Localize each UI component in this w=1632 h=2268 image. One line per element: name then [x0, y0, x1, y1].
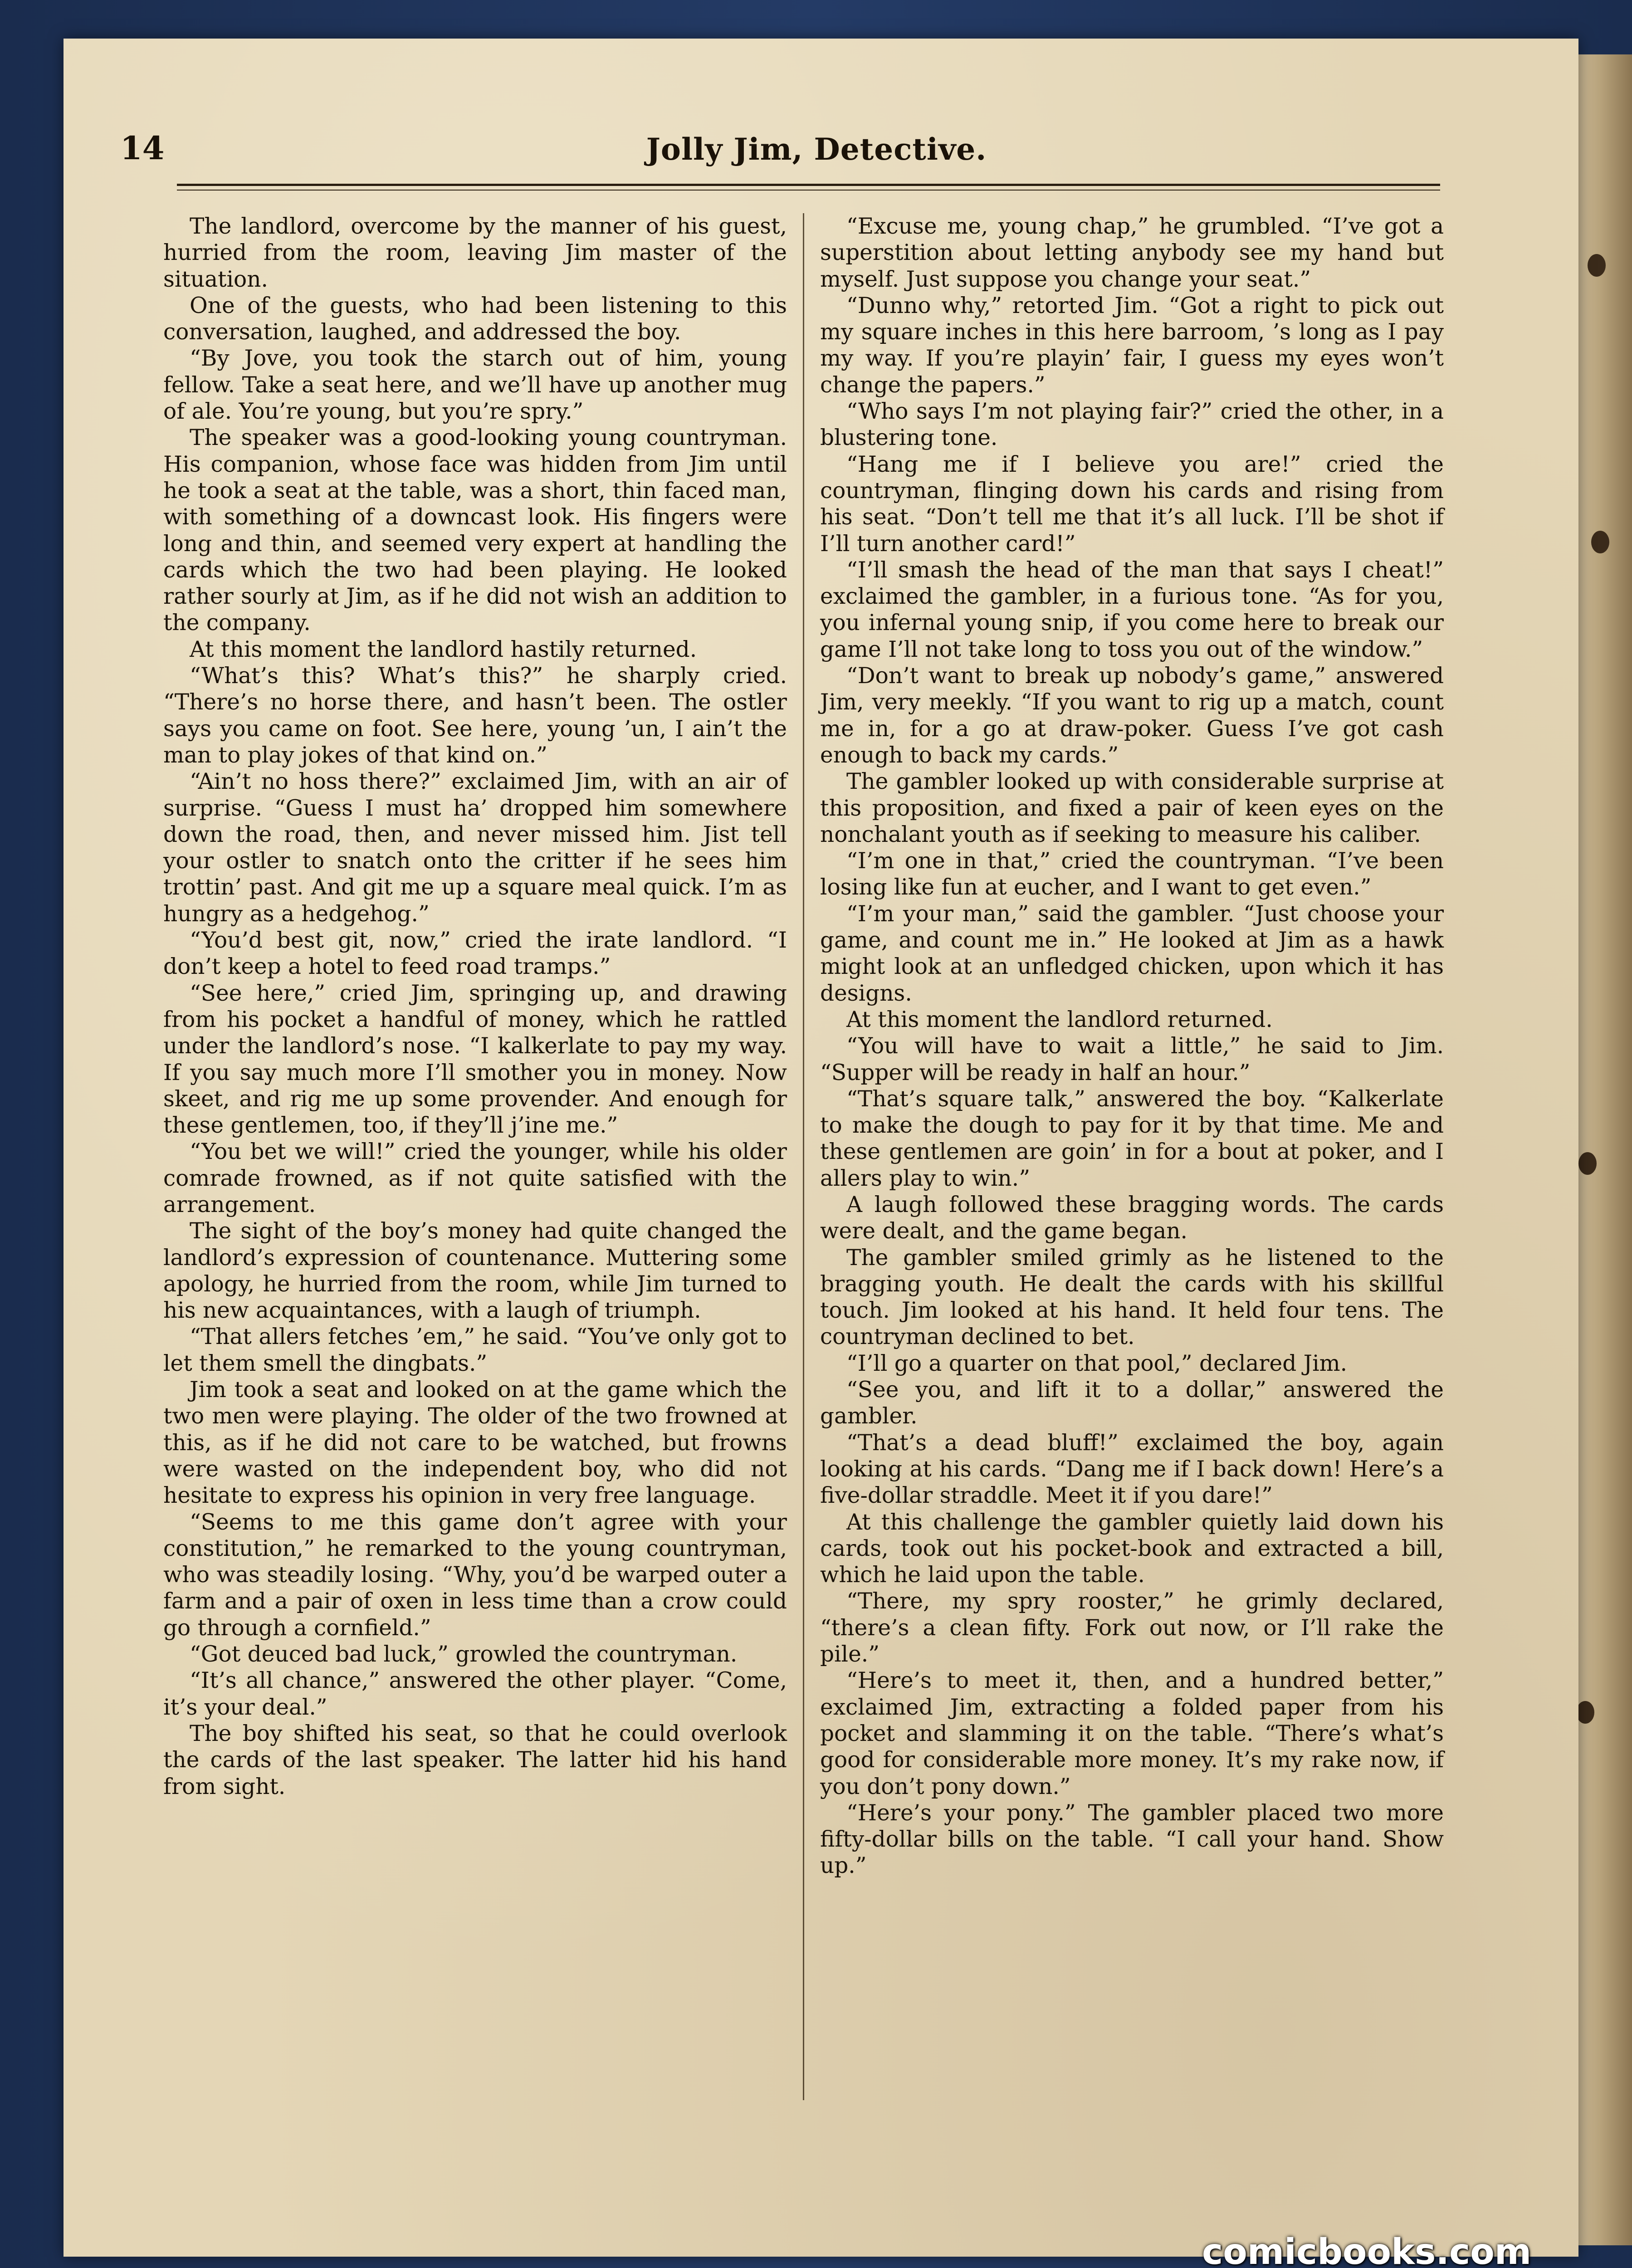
- left-column: [163, 213, 787, 1800]
- paragraph: The speaker was a good-looking young countryman. His companion, whose face was hidden from Jim until he took a seat at the table, was a short, thin faced man, with something of a downcast look. His fingers were long and thin, and seemed very expert at handling the cards which the two had been playing. He looked rather sourly at Jim, as if he did not wish an addition to the company.: [163, 425, 787, 636]
- paragraph: “What’s this? What’s this?” he sharply cried. “There’s no horse there, and hasn’t been. The ostler says you came on foot. See here, young ’un, I ain’t the man to play jokes of that kind on.”: [163, 663, 787, 768]
- paragraph: “I’ll smash the head of the man that says I cheat!” exclaimed the gambler, in a furious tone. “As for you, you infernal young snip, if you come here to break our game I’ll not take long to toss you out of the window.”: [820, 557, 1444, 662]
- paragraph: “Seems to me this game don’t agree with your constitution,” he remarked to the young countryman, who was steadily losing. “Why, you’d be warped outer a farm and a pair of oxen in less time than a crow could go through a cornfield.”: [163, 1509, 787, 1641]
- paragraph: The gambler smiled grimly as he listened to the bragging youth. He dealt the cards with his skillful touch. Jim looked at his hand. It held four tens. The countryman declined to bet.: [820, 1245, 1444, 1350]
- paragraph: “Don’t want to break up nobody’s game,” answered Jim, very meekly. “If you want to rig up a match, count me in, for a go at draw-poker. Guess I’ve got cash enough to back my cards.”: [820, 663, 1444, 768]
- page-number: 14: [120, 129, 165, 167]
- paragraph: “Hang me if I believe you are!” cried the countryman, flinging down his cards and rising from his seat. “Don’t tell me that it’s all luck. I’ll be shot if I’ll turn another card!”: [820, 451, 1444, 557]
- paragraph: At this moment the landlord hastily returned.: [190, 636, 697, 662]
- paragraph: “Got deuced bad luck,” growled the countryman.: [190, 1642, 738, 1667]
- paragraph: The gambler looked up with considerable surprise at this proposition, and fixed a pair of keen eyes on the nonchalant youth as if seeking to measure his caliber.: [820, 769, 1444, 847]
- right-column: [820, 213, 1444, 1879]
- paragraph: “Who says I’m not playing fair?” cried the other, in a blustering tone.: [820, 399, 1444, 451]
- paragraph: “You bet we will!” cried the younger, while his older comrade frowned, as if not quite satisfied with the arrangement.: [163, 1139, 787, 1217]
- paragraph: “You’d best git, now,” cried the irate landlord. “I don’t keep a hotel to feed road tramps.”: [163, 928, 787, 980]
- page-spine: [1578, 54, 1632, 2245]
- paragraph: At this moment the landlord returned.: [846, 1007, 1273, 1032]
- running-title: Jolly Jim, Detective.: [646, 132, 987, 167]
- paragraph: “I’m one in that,” cried the countryman. “I’ve been losing like fun at eucher, and I want to get even.”: [820, 848, 1444, 900]
- paragraph: Jim took a seat and looked on at the game which the two men were playing. The older of the two frowned at this, as if he did not care to be watched, but frowns were wasted on the independent boy, who did not hesitate to express his opinion in very free language.: [163, 1377, 787, 1509]
- paragraph: “See here,” cried Jim, springing up, and drawing from his pocket a handful of money, which he rattled under the landlord’s nose. “I kalkerlate to pay my way. If you say much more I’ll smother you in money. Now skeet, and rig me up some provender. And enough for these gentlemen, too, if they’ll j’ine me.”: [163, 980, 787, 1139]
- paragraph: The boy shifted his seat, so that he could overlook the cards of the last speaker. The latter hid his hand from sight.: [163, 1721, 787, 1799]
- watermark: comicbooks.com: [1202, 2232, 1532, 2268]
- paragraph: At this challenge the gambler quietly laid down his cards, took out his pocket-book and extracted a bill, which he laid upon the table.: [820, 1509, 1444, 1588]
- staple-hole: [1576, 1701, 1594, 1724]
- paragraph: “It’s all chance,” answered the other player. “Come, it’s your deal.”: [163, 1668, 787, 1720]
- column-divider: [803, 213, 804, 2100]
- paragraph: “That allers fetches ’em,” he said. “You’ve only got to let them smell the dingbats.”: [163, 1324, 787, 1376]
- paragraph: “I’m your man,” said the gambler. “Just choose your game, and count me in.” He looked at Jim as a hawk might look at an unfledged chicken, upon which it has designs.: [820, 901, 1444, 1006]
- paragraph: “Here’s your pony.” The gambler placed two more fifty-dollar bills on the table. “I call your hand. Show up.”: [820, 1800, 1444, 1879]
- paragraph: The sight of the boy’s money had quite changed the landlord’s expression of countenance. Muttering some apology, he hurried from the room, while Jim turned to his new acquaintances, with a laugh of triumph.: [163, 1218, 787, 1324]
- paragraph: “Ain’t no hoss there?” exclaimed Jim, with an air of surprise. “Guess I must ha’ dropped him somewhere down the road, then, and never missed him. Jist tell your ostler to snatch onto the critter if he sees him trottin’ past. And git me up a square meal quick. I’m as hungry as a hedgehog.”: [163, 769, 787, 927]
- paragraph: “That’s a dead bluff!” exclaimed the boy, again looking at his cards. “Dang me if I back down! Here’s a five-dollar straddle. Meet it if you dare!”: [820, 1430, 1444, 1509]
- paragraph: “That’s square talk,” answered the boy. “Kalkerlate to make the dough to pay for it by that time. Me and these gentlemen are goin’ in for a bout at poker, and I allers play to win.”: [820, 1086, 1444, 1191]
- staple-hole: [1588, 254, 1606, 277]
- staple-hole: [1578, 1152, 1597, 1175]
- paragraph: “See you, and lift it to a dollar,” answered the gambler.: [820, 1377, 1444, 1429]
- paragraph: A laugh followed these bragging words. The cards were dealt, and the game began.: [820, 1192, 1444, 1244]
- paragraph: The landlord, overcome by the manner of his guest, hurried from the room, leaving Jim master of the situation.: [163, 214, 787, 292]
- header-rule-thin: [177, 190, 1440, 191]
- paragraph: “Excuse me, young chap,” he grumbled. “I’ve got a superstition about letting anybody see my hand but myself. Just suppose you change your seat.”: [820, 214, 1444, 292]
- paragraph: “By Jove, you took the starch out of him, young fellow. Take a seat here, and we’ll have up another mug of ale. You’re young, but you’re spry.”: [163, 346, 787, 425]
- paragraph: “I’ll go a quarter on that pool,” declared Jim.: [846, 1350, 1348, 1376]
- paragraph: “You will have to wait a little,” he said to Jim. “Supper will be ready in half an hour.”: [820, 1033, 1444, 1085]
- staple-hole: [1591, 531, 1609, 553]
- paragraph: “Here’s to meet it, then, and a hundred better,” exclaimed Jim, extracting a folded paper from his pocket and slamming it on the table. “There’s what’s good for considerable more money. It’s my rake now, if you don’t pony down.”: [820, 1668, 1444, 1799]
- paragraph: One of the guests, who had been listening to this conversation, laughed, and addressed the boy.: [163, 293, 787, 345]
- header-rule: [177, 184, 1440, 186]
- paragraph: “There, my spry rooster,” he grimly declared, “there’s a clean fifty. Fork out now, or I’ll rake the pile.”: [820, 1589, 1444, 1667]
- paragraph: “Dunno why,” retorted Jim. “Got a right to pick out my square inches in this here barroom, ’s long as I pay my way. If you’re playin’ fair, I guess my eyes won’t change the papers.”: [820, 293, 1444, 398]
